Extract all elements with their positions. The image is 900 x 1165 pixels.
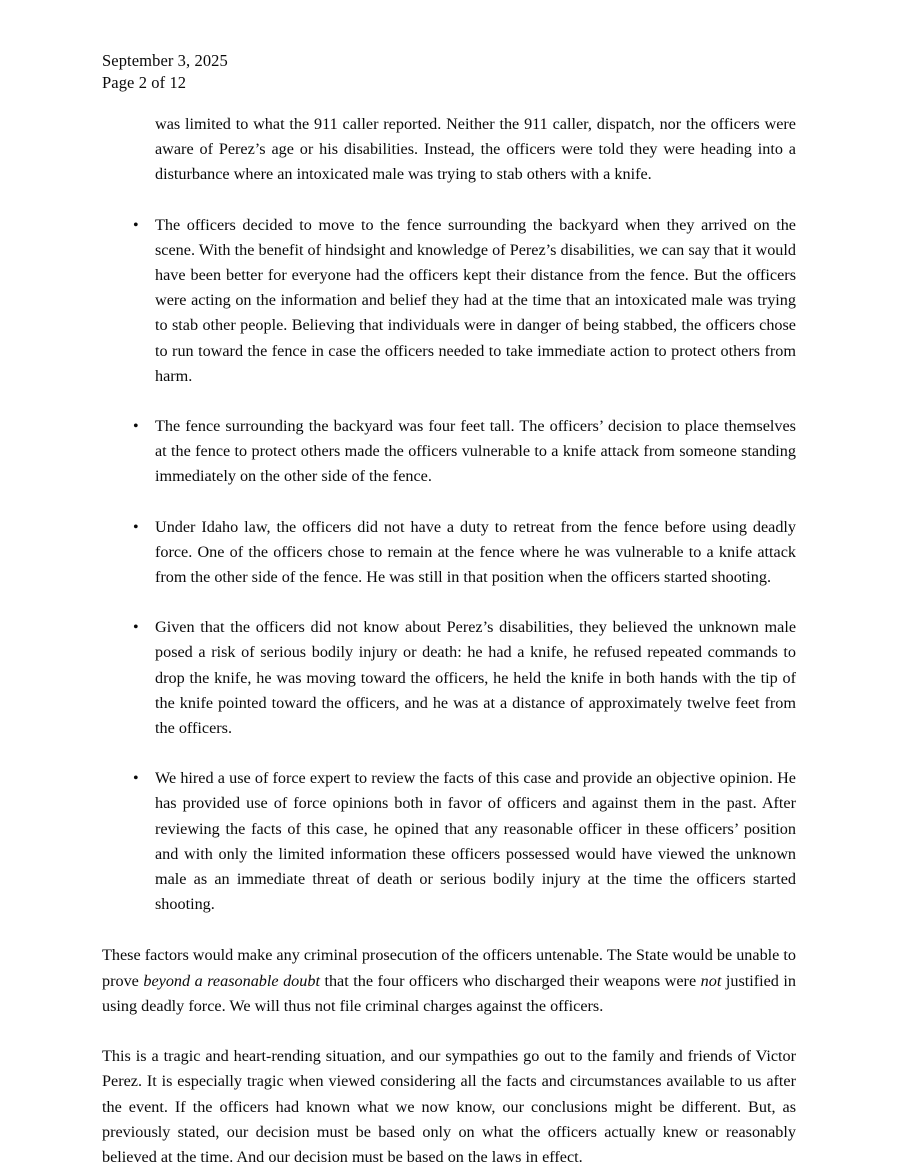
list-item-text: The officers decided to move to the fence surrounding the backyard when they arrived on the scene. With the benefit of hindsight and knowledge of Perez’s disabilities, we can say that it would have been better for everyone had the officers kept their distance from the fence. But the officers were acting on the information and belief they had at the time that an intoxicated male was trying to stab other people. Believing that individuals were in danger of being stabbed, the officers chose to run toward the fence in case the officers needed to take immediate action to protect others from harm. xyxy=(155,215,796,385)
header-date: September 3, 2025 xyxy=(102,51,228,70)
bullet-list xyxy=(102,213,796,918)
list-item xyxy=(102,766,796,917)
closing-text-part-2: that the four officers who discharged their weapons were xyxy=(319,971,701,990)
document-header xyxy=(102,50,228,94)
emphasis-beyond-reasonable-doubt: beyond a reasonable doubt xyxy=(143,971,320,990)
list-item-text: We hired a use of force expert to review the facts of this case and provide an objective opinion. He has provided use of force opinions both in favor of officers and against them in the past. After reviewing the facts of this case, he opined that any reasonable officer in these officers’ position and with only the limited information these officers possessed would have viewed the unknown male as an immediate threat of death or serious bodily injury at the time the officers started shooting. xyxy=(155,769,796,914)
list-item-text: Under Idaho law, the officers did not have a duty to retreat from the fence before using deadly force. One of the officers chose to remain at the fence where he was vulnerable to a knife attack from the other side of the fence. He was still in that position when the officers started shooting. xyxy=(155,517,796,587)
list-item xyxy=(102,515,796,591)
closing-text-part-3: justified in using deadly force. We will thus not file criminal charges against the officers. xyxy=(102,971,797,1015)
list-item-text: Given that the officers did not know about Perez’s disabilities, they believed the unknown male posed a risk of serious bodily injury or death: he had a knife, he refused repeated commands to drop the knife, he was moving toward the officers, he held the knife in both hands with the tip of the knife pointed toward the officers, and he was at a distance of approximately twelve feet from the officers. xyxy=(155,618,796,738)
list-item xyxy=(102,615,796,741)
bullet-point-icon: • xyxy=(133,518,139,536)
document-body xyxy=(102,112,796,1165)
list-item xyxy=(102,213,796,389)
opening-paragraph: was limited to what the 911 caller reported. Neither the 911 caller, dispatch, nor the officers were aware of Perez’s age or his disabilities. Instead, the officers were told they were heading into a disturbance where an intoxicated male was trying to stab others with a knife. xyxy=(155,115,796,184)
closing-paragraph-1 xyxy=(102,943,796,1019)
bullet-point-icon: • xyxy=(133,418,139,436)
bullet-point-icon: • xyxy=(133,619,139,637)
bullet-point-icon: • xyxy=(133,216,139,234)
closing-paragraph-2: This is a tragic and heart-rending situation, and our sympathies go out to the family and friends of Victor Perez. It is especially tragic when viewed considering all the facts and circumstances available to us after the event. If the officers had known what we now know, our conclusions might be different. But, as previously stated, our decision must be based only on what the officers actually knew or reasonably believed at the time. And our decision must be based on the laws in effect. xyxy=(102,1047,796,1165)
header-page-number: Page 2 of 12 xyxy=(102,73,187,92)
emphasis-not: not xyxy=(700,971,722,990)
closing-text-part-1: These factors would make any criminal prosecution of the officers untenable. The State would be unable to prove xyxy=(102,946,796,990)
list-item xyxy=(102,414,796,490)
list-item-text: The fence surrounding the backyard was four feet tall. The officers’ decision to place themselves at the fence to protect others made the officers vulnerable to a knife attack from someone standing immediately on the other side of the fence. xyxy=(155,417,796,486)
bullet-point-icon: • xyxy=(133,770,139,788)
